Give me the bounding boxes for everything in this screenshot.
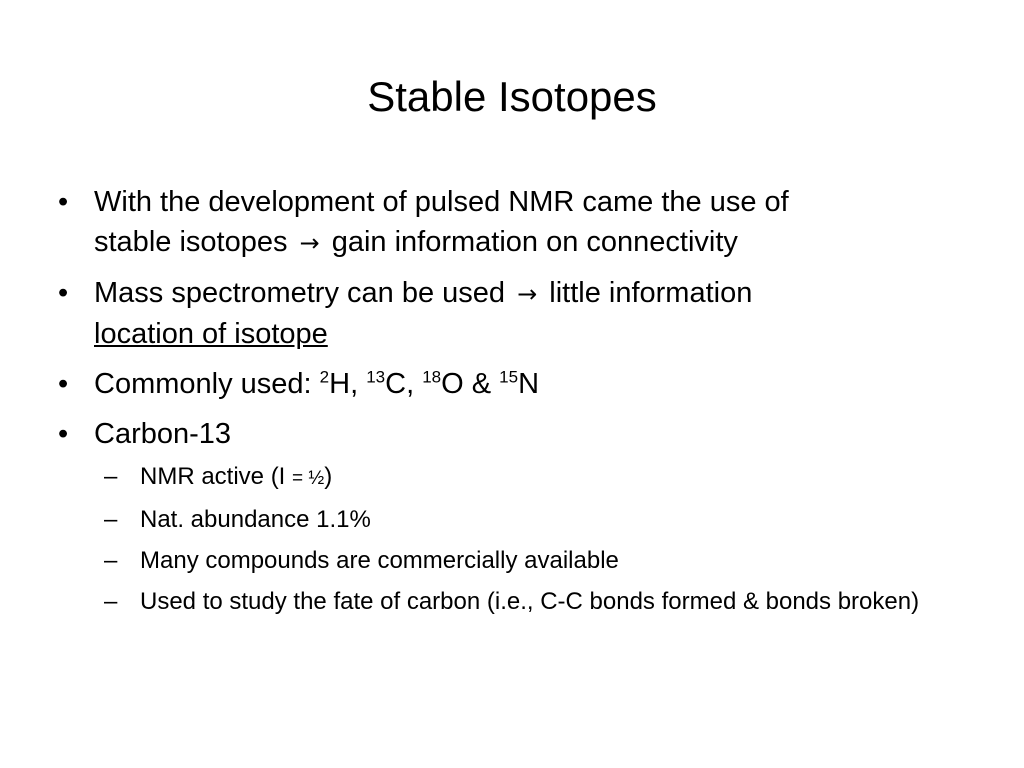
bullet-text-line1: With the development of pulsed NMR came the use of	[94, 186, 789, 218]
sub-bullet-text: Used to study the fate of carbon (i.e., C-C bonds formed & bonds broken)	[140, 588, 920, 615]
bullet-marker: •	[58, 418, 69, 450]
slide-title: Stable Isotopes	[367, 73, 657, 120]
sub-bullet-item	[104, 460, 958, 495]
isotope-symbol: N	[518, 368, 540, 400]
sub-bullet-marker: –	[104, 506, 118, 533]
bullet-list	[58, 182, 958, 628]
bullet-marker: •	[58, 277, 69, 309]
bullet-text: Carbon-13	[94, 418, 232, 450]
isotope-mass: 18	[422, 367, 442, 387]
isotope-mass: 2	[319, 367, 330, 387]
sub-bullet-list	[104, 460, 958, 618]
isotope-symbol: H	[329, 368, 351, 400]
sub-bullet-text: )	[324, 463, 333, 490]
isotope-symbol: O	[441, 368, 464, 400]
bullet-text: stable isotopes	[94, 226, 288, 258]
right-arrow-icon: →	[299, 229, 320, 257]
bullet-text: Commonly used:	[94, 368, 320, 400]
bullet-marker: •	[58, 186, 69, 218]
bullet-item	[58, 182, 958, 263]
bullet-marker: •	[58, 368, 69, 400]
sub-bullet-text: Nat. abundance 1.1%	[140, 506, 371, 533]
underlined-text: location of isotope	[94, 318, 328, 350]
bullet-item	[58, 364, 958, 404]
sub-bullet-marker: –	[104, 547, 118, 574]
isotope-mass: 15	[499, 367, 519, 387]
sub-bullet-text: Many compounds are commercially available	[140, 547, 619, 574]
isotope-mass: 13	[366, 367, 386, 387]
bullet-item	[58, 273, 958, 354]
bullet-text: Mass spectrometry can be used	[94, 277, 506, 309]
separator: ,	[350, 368, 367, 400]
sub-bullet-marker: –	[104, 463, 118, 490]
sub-bullet-marker: –	[104, 588, 118, 615]
sub-bullet-small-text: = ½	[292, 468, 325, 489]
right-arrow-icon: →	[517, 280, 538, 308]
bullet-item	[58, 414, 958, 618]
separator: &	[463, 368, 500, 400]
sub-bullet-item	[104, 544, 958, 577]
bullet-text: little information	[549, 277, 753, 309]
sub-bullet-text: NMR active (I	[140, 463, 293, 490]
bullet-text: gain information on connectivity	[331, 226, 738, 258]
sub-bullet-item	[104, 585, 958, 618]
sub-bullet-item	[104, 503, 958, 536]
separator: ,	[406, 368, 423, 400]
isotope-symbol: C	[385, 368, 407, 400]
